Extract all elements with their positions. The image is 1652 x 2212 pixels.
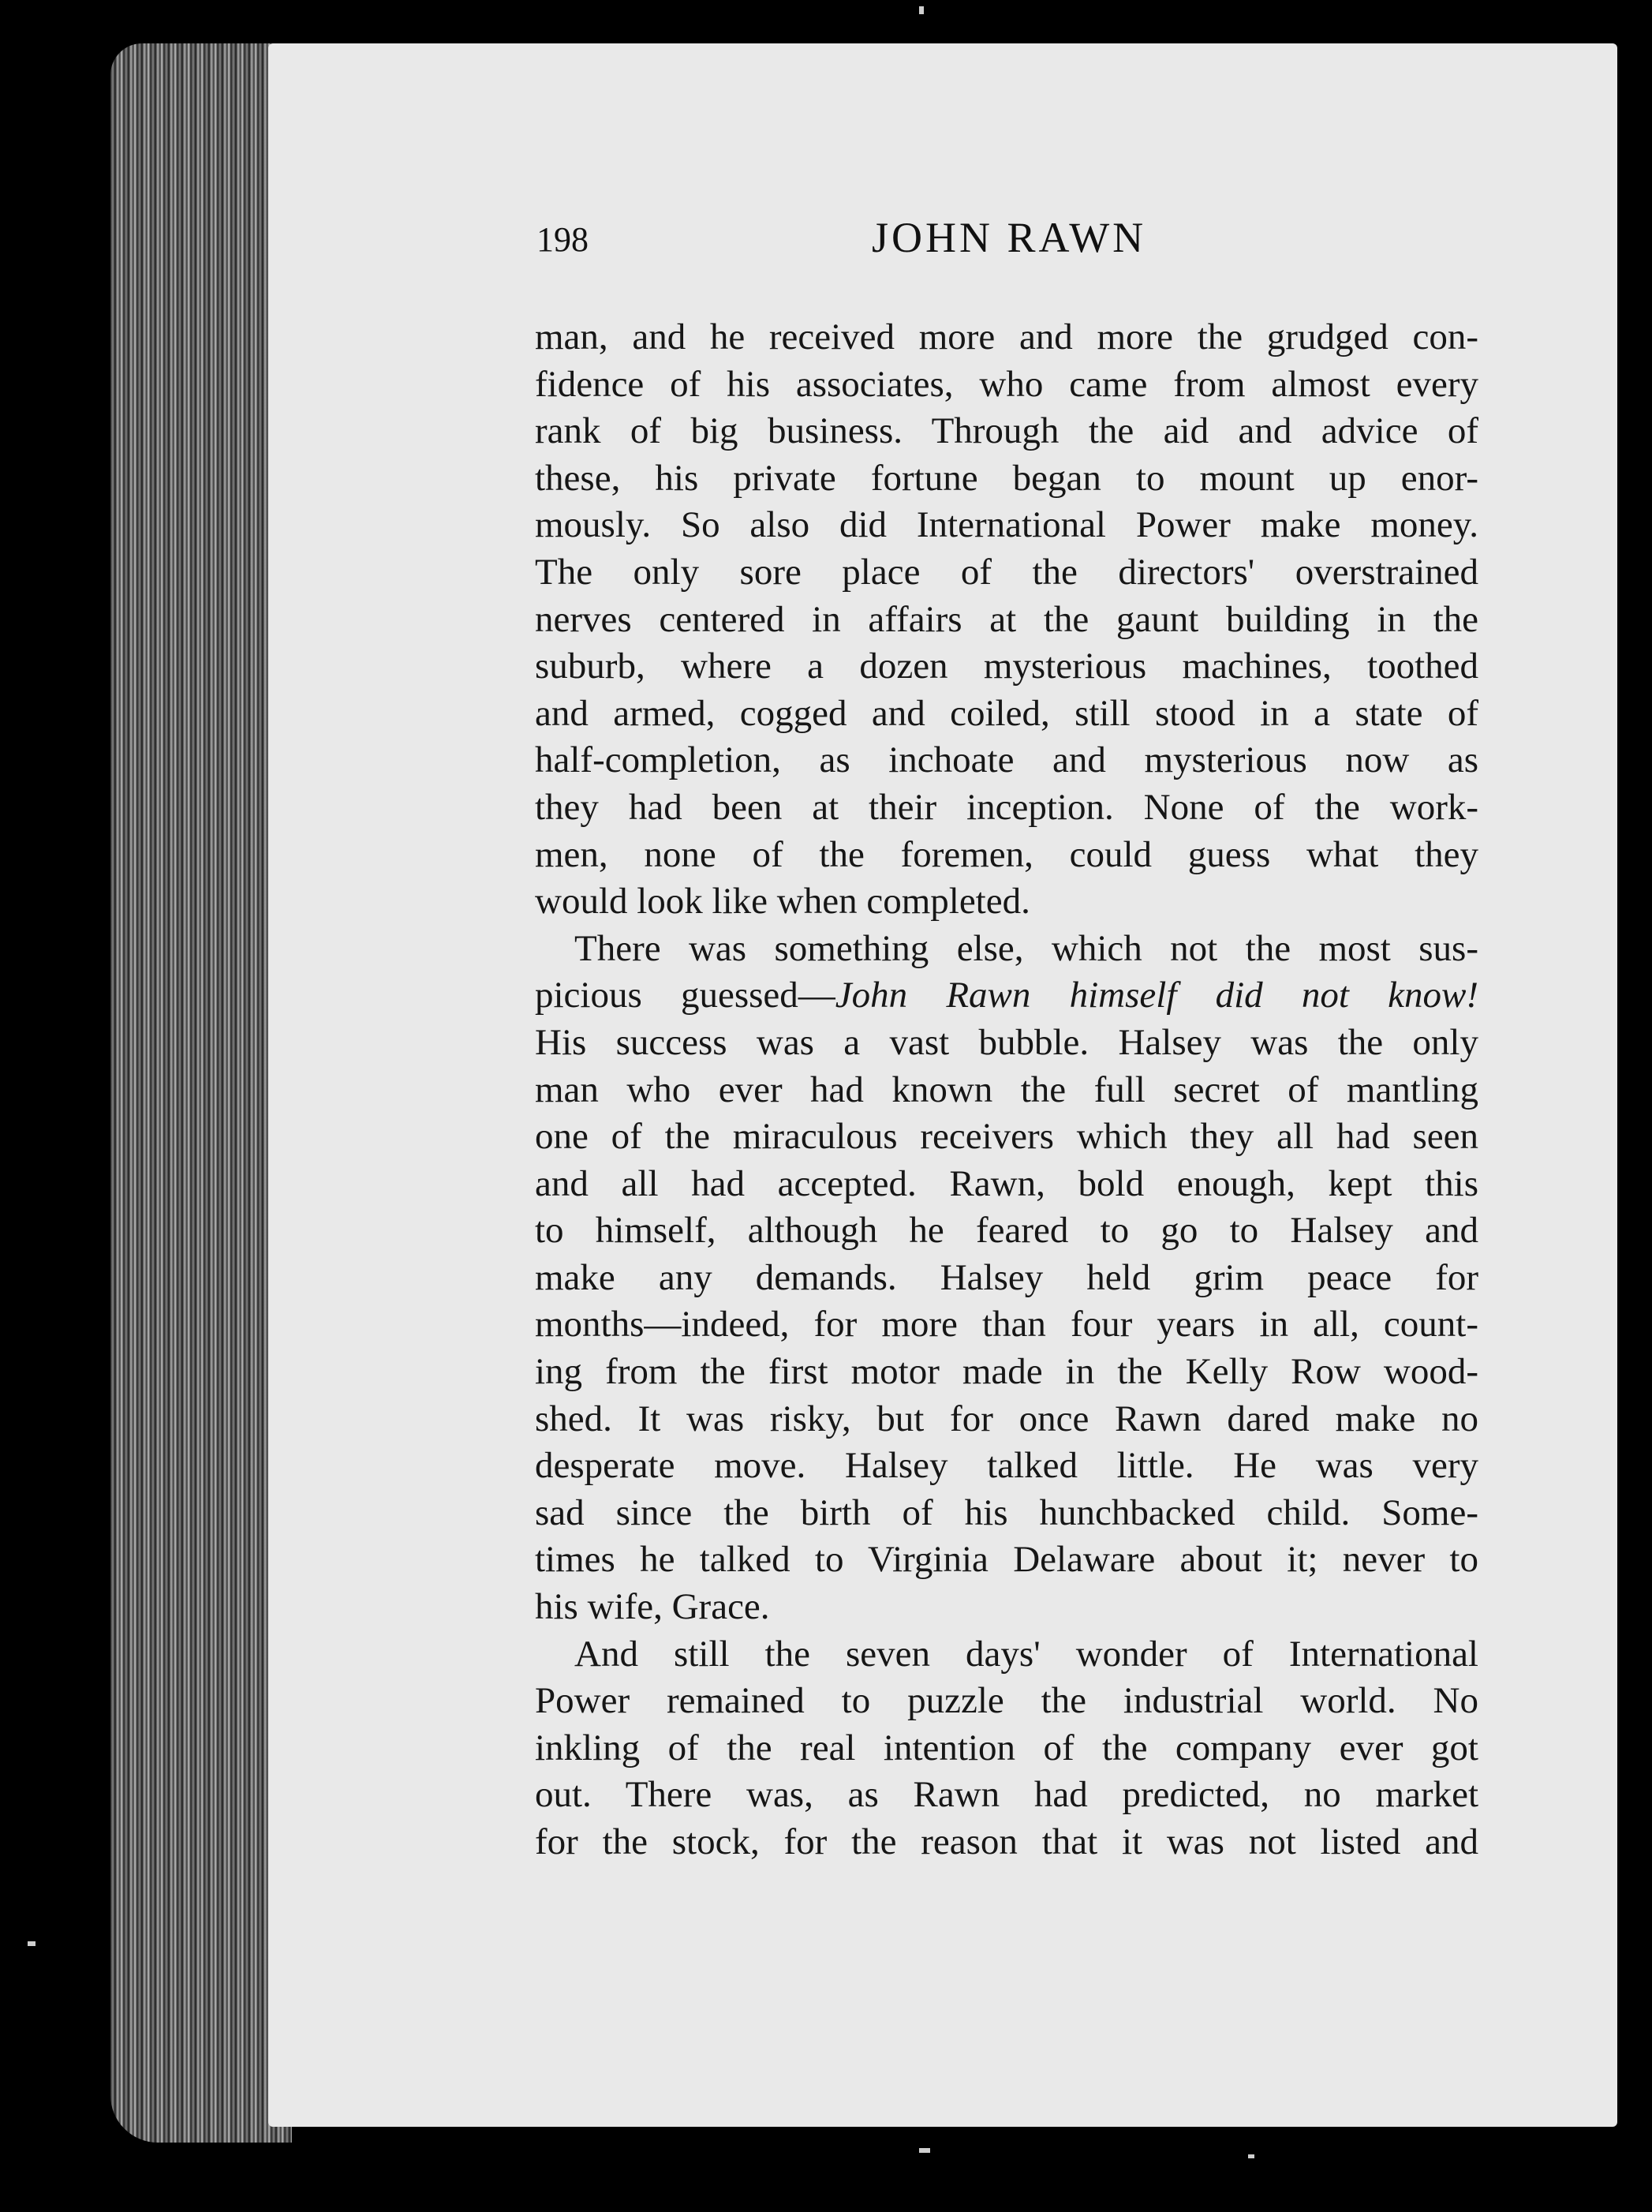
scan-speck	[28, 1941, 36, 1946]
text-line: one of the miraculous receivers which they all had seen	[535, 1116, 1478, 1158]
text-line: sad since the birth of his hunchbacked child. Some-	[535, 1492, 1478, 1533]
italic-emphasis: John Rawn himself did not know!	[835, 975, 1478, 1016]
text-line: mously. So also did International Power make money.	[535, 504, 1478, 546]
text-line: and all had accepted. Rawn, bold enough, kept this	[535, 1162, 1478, 1204]
text-line: desperate move. Halsey talked little. He was very	[535, 1445, 1478, 1487]
text-line: times he talked to Virginia Delaware about it; never to	[535, 1539, 1478, 1581]
text-line: for the stock, for the reason that it was not listed and	[535, 1821, 1478, 1862]
paragraph-start-line: There was something else, which not the most sus-	[574, 927, 1478, 969]
text-line: men, none of the foremen, could guess what they	[535, 833, 1478, 875]
text-line: half-completion, as inchoate and mysterious now as	[535, 739, 1478, 781]
paragraph-end-line: would look like when completed.	[535, 881, 1030, 923]
paragraph-end-line: his wife, Grace.	[535, 1586, 770, 1628]
text-run: picious guessed—	[535, 975, 835, 1016]
page-number: 198	[536, 220, 589, 259]
text-line: suburb, where a dozen mysterious machines, toothed	[535, 646, 1478, 687]
text-line: out. There was, as Rawn had predicted, no market	[535, 1774, 1478, 1816]
running-title: JOHN RAWN	[872, 214, 1147, 261]
scan-speck	[1248, 2154, 1254, 2158]
text-line: His success was a vast bubble. Halsey was the only	[535, 1021, 1478, 1063]
book-page-edges	[110, 43, 292, 2143]
text-line: these, his private fortune began to mount up enor-	[535, 457, 1478, 499]
scan-speck	[919, 6, 924, 14]
text-line: Power remained to puzzle the industrial world. No	[535, 1680, 1478, 1722]
text-line: shed. It was risky, but for once Rawn dared make no	[535, 1398, 1478, 1439]
text-line: make any demands. Halsey held grim peace for	[535, 1256, 1478, 1298]
running-head	[536, 213, 1483, 284]
text-line: man who ever had known the full secret of mantling	[535, 1069, 1478, 1110]
text-line: they had been at their inception. None of the work-	[535, 786, 1478, 828]
text-line: man, and he received more and more the grudged con-	[535, 316, 1478, 357]
text-line: rank of big business. Through the aid and advice of	[535, 410, 1478, 452]
text-line: and armed, cogged and coiled, still stood in a state of	[535, 692, 1478, 734]
text-line-with-italic	[535, 972, 1478, 1020]
text-line: nerves centered in affairs at the gaunt building in the	[535, 598, 1478, 640]
text-line: ing from the first motor made in the Kelly Row wood-	[535, 1351, 1478, 1393]
body-text	[535, 314, 1478, 1866]
scan-speck	[919, 2148, 930, 2153]
text-line: The only sore place of the directors' overstrained	[535, 551, 1478, 593]
text-line: inkling of the real intention of the company ever got	[535, 1727, 1478, 1768]
paragraph-start-line: And still the seven days' wonder of International	[574, 1633, 1478, 1675]
text-line: to himself, although he feared to go to Halsey and	[535, 1210, 1478, 1252]
text-line: fidence of his associates, who came from almost every	[535, 363, 1478, 405]
text-line: months—indeed, for more than four years in all, count-	[535, 1304, 1478, 1346]
